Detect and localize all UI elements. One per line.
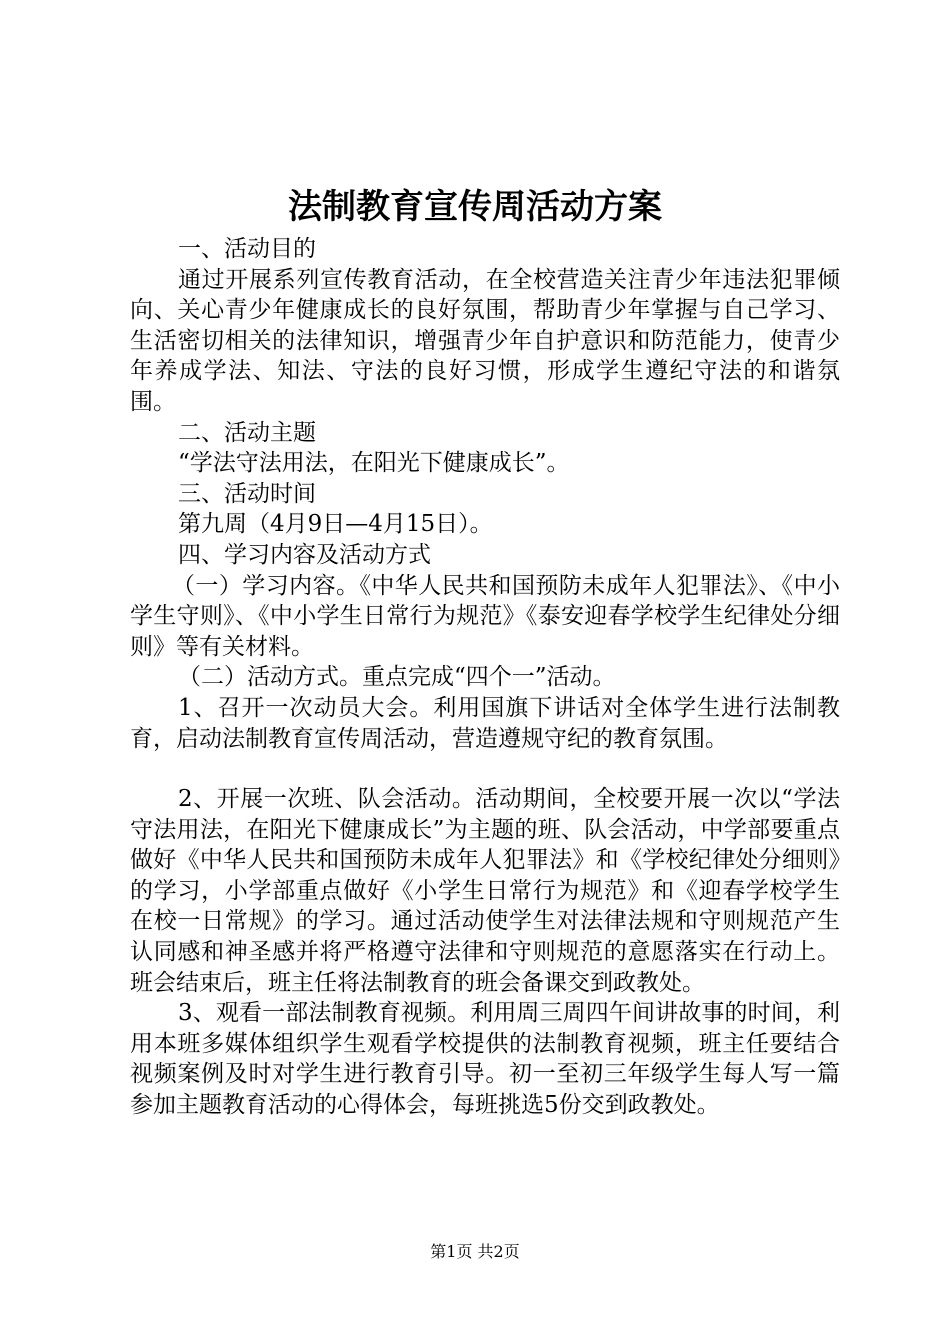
paragraph-purpose: 通过开展系列宣传教育活动，在全校营造关注青少年违法犯罪倾向、关心青少年健康成长的良好氛围，帮助青少年掌握与自己学习、生活密切相关的法律知识，增强青少年自护意识和防范能力，使青少年养成学法、知法、守法的良好习惯，形成学生遵纪守法的和谐氛围。	[130, 266, 840, 415]
section-heading-content: 四、学习内容及活动方式	[178, 541, 431, 568]
list-item-education-video: 3、观看一部法制教育视频。利用周三周四午间讲故事的时间，利用本班多媒体组织学生观看学校提供的法制教育视频，班主任要结合视频案例及时对学生进行教育引导。初一至初三年级学生每人写一篇参加主题教育活动的心得体会，每班挑选5份交到政教处。	[130, 1000, 840, 1119]
section-heading-time: 三、活动时间	[178, 480, 316, 507]
page-footer: 第1页 共2页	[430, 1242, 520, 1261]
section-heading-purpose: 一、活动目的	[178, 236, 316, 262]
paragraph-learning-content: （一）学习内容。《中华人民共和国预防未成年人犯罪法》、《中小学生守则》、《中小学生日常行为规范》《泰安迎春学校学生纪律处分细则》等有关材料。	[130, 572, 840, 660]
paragraph-theme: “学法守法用法，在阳光下健康成长”。	[178, 450, 570, 477]
document-body	[130, 234, 840, 1121]
paragraph-time: 第九周（4月9日—4月15日）。	[178, 511, 493, 538]
paragraph-activity-method: （二）活动方式。重点完成“四个一”活动。	[178, 664, 616, 691]
section-heading-theme: 二、活动主题	[178, 419, 316, 446]
paragraph-gap	[130, 754, 840, 784]
document-title: 法制教育宣传周活动方案	[288, 187, 662, 227]
list-item-mobilization-meeting: 1、召开一次动员大会。利用国旗下讲话对全体学生进行法制教育，启动法制教育宣传周活动，营造遵规守纪的教育氛围。	[130, 694, 840, 752]
list-item-class-meeting: 2、开展一次班、队会活动。活动期间，全校要开展一次以“学法守法用法，在阳光下健康成长”为主题的班、队会活动，中学部要重点做好《中华人民共和国预防未成年人犯罪法》和《学校纪律处分细则》的学习，小学部重点做好《小学生日常行为规范》和《迎春学校学生在校一日常规》的学习。通过活动使学生对法律法规和守则规范产生认同感和神圣感并将严格遵守法律和守则规范的意愿落实在行动上。班会结束后，班主任将法制教育的班会备课交到政教处。	[130, 786, 840, 996]
